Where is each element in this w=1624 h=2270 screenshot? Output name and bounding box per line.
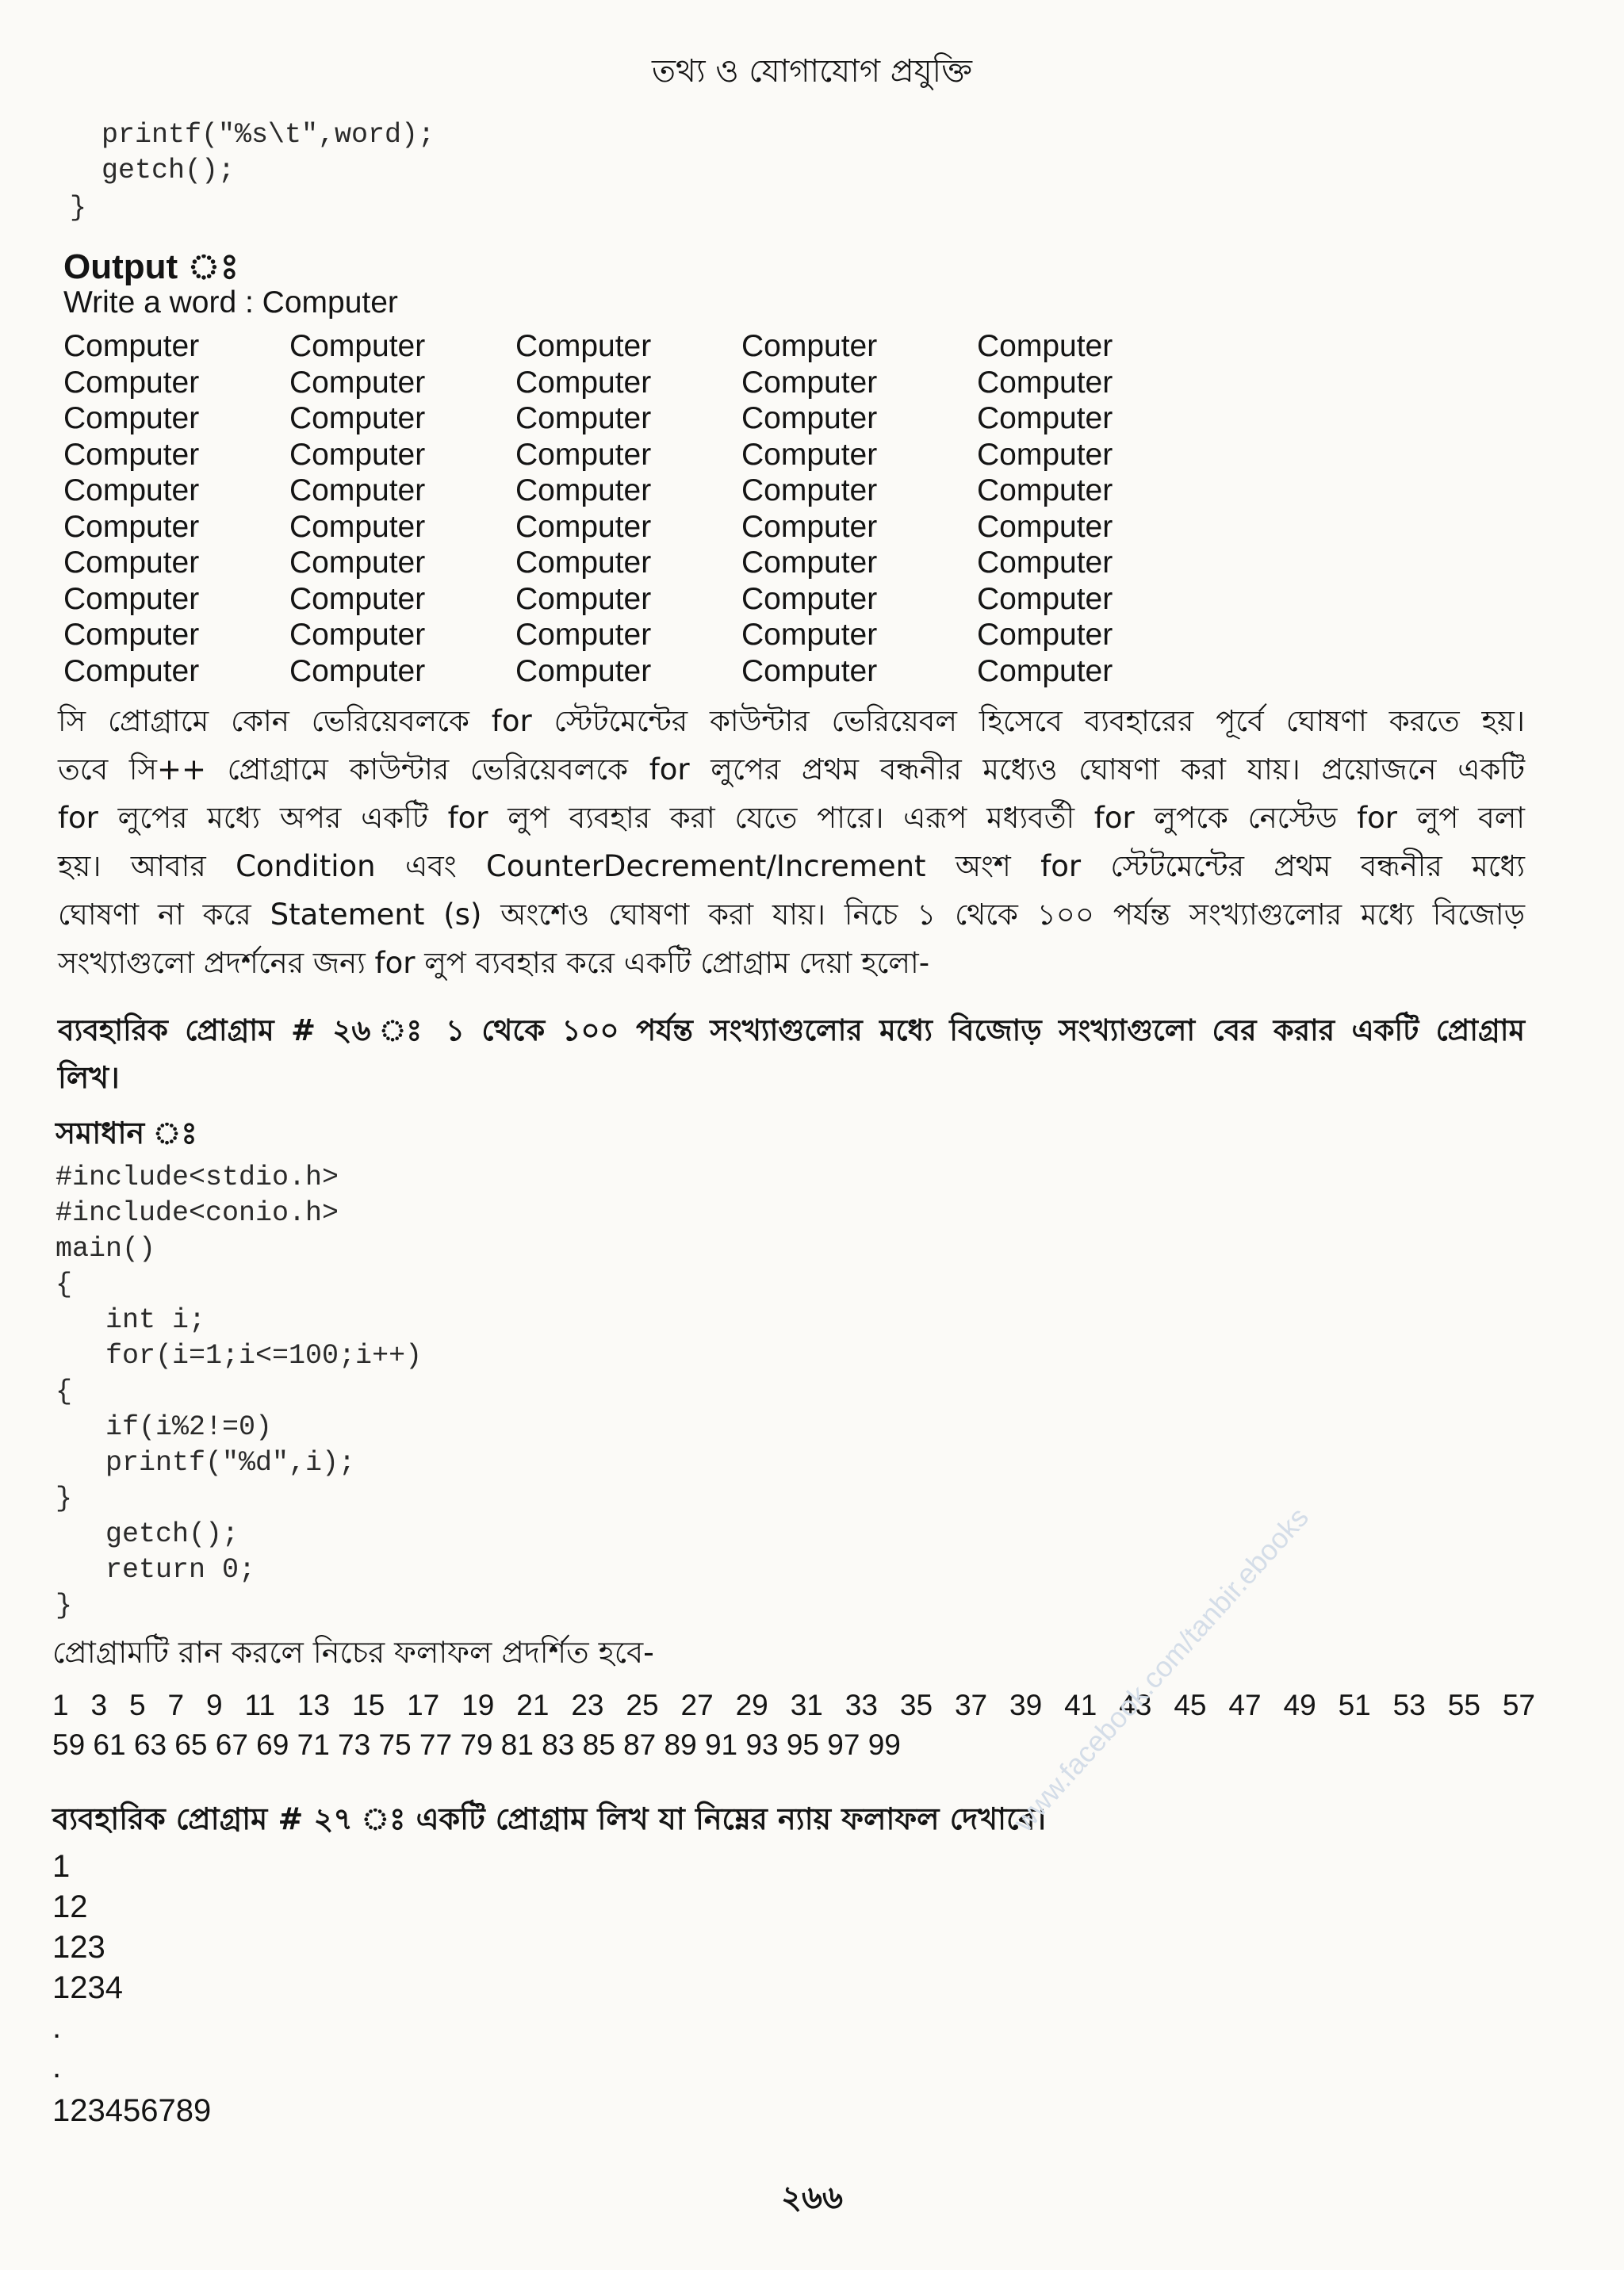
paragraph-line: হয়। আবার Condition এবং CounterDecrement/Increment অংশ for স্টেটমেন্টের প্রথম বন্ধনীর মধ্যে xyxy=(58,849,1525,883)
pattern-line: 1234 xyxy=(52,1970,123,2005)
output-cell: Computer xyxy=(977,618,1113,652)
output-cell: Computer xyxy=(63,545,200,580)
code-line: } xyxy=(56,1483,73,1514)
output-cell: Computer xyxy=(977,509,1113,544)
solution-label: সমাধান ঃ xyxy=(56,1116,197,1150)
output-cell: Computer xyxy=(289,581,426,616)
output-cell: Computer xyxy=(63,473,200,507)
code-line: main() xyxy=(56,1233,156,1265)
code-line: #include<stdio.h> xyxy=(56,1162,339,1193)
output-cell: Computer xyxy=(289,329,426,363)
output-cell: Computer xyxy=(63,581,200,616)
output-cell: Computer xyxy=(289,437,426,472)
pattern-dot: . xyxy=(52,2050,62,2084)
output-cell: Computer xyxy=(977,437,1113,472)
output-cell: Computer xyxy=(977,581,1113,616)
result-numbers-line: 1 3 5 7 9 11 13 15 17 19 21 23 25 27 29 31 33 35 37 39 41 43 45 47 49 51 53 55 57 xyxy=(52,1689,1535,1721)
pattern-line: 123456789 xyxy=(52,2093,212,2128)
output-cell: Computer xyxy=(515,401,652,435)
code-line: getch(); xyxy=(102,155,236,186)
output-cell: Computer xyxy=(515,437,652,472)
pattern-line: 1 xyxy=(52,1849,71,1884)
output-cell: Computer xyxy=(977,473,1113,507)
output-cell: Computer xyxy=(741,473,878,507)
code-line: return 0; xyxy=(56,1554,256,1586)
paragraph-line: for লুপের মধ্যে অপর একটি for লুপ ব্যবহার করা যেতে পারে। এরূপ মধ্যবর্তী for লুপকে নেস্টেড for লুপ বলা xyxy=(58,801,1525,835)
paragraph-line: সি প্রোগ্রামে কোন ভেরিয়েবলকে for স্টেটমেন্টের কাউন্টার ভেরিয়েবল হিসেবে ব্যবহারের পূর্বে ঘোষণা করতে হয়। xyxy=(58,704,1525,738)
output-cell: Computer xyxy=(63,509,200,544)
output-cell: Computer xyxy=(515,365,652,400)
output-cell: Computer xyxy=(515,653,652,688)
code-line: int i; xyxy=(56,1304,206,1336)
pattern-line: 12 xyxy=(52,1889,88,1924)
program-27-title: ব্যবহারিক প্রোগ্রাম # ২৭ ঃ একটি প্রোগ্রাম লিখ যা নিম্নের ন্যায় ফলাফল দেখাবে। xyxy=(52,1801,1047,1836)
code-line: for(i=1;i<=100;i++) xyxy=(56,1340,423,1372)
output-cell: Computer xyxy=(289,473,426,507)
output-cell: Computer xyxy=(741,545,878,580)
code-line: { xyxy=(56,1376,73,1407)
output-cell: Computer xyxy=(63,401,200,435)
output-cell: Computer xyxy=(977,365,1113,400)
code-line: printf("%d",i); xyxy=(56,1447,356,1479)
paragraph-line: সংখ্যাগুলো প্রদর্শনের জন্য for লুপ ব্যবহার করে একটি প্রোগ্রাম দেয়া হলো- xyxy=(58,946,930,980)
output-cell: Computer xyxy=(741,581,878,616)
output-cell: Computer xyxy=(515,509,652,544)
output-cell: Computer xyxy=(289,365,426,400)
output-cell: Computer xyxy=(515,545,652,580)
output-cell: Computer xyxy=(741,329,878,363)
output-cell: Computer xyxy=(63,365,200,400)
result-label: প্রোগ্রামটি রান করলে নিচের ফলাফল প্রদর্শিত হবে- xyxy=(52,1635,654,1670)
output-prompt: Write a word : Computer xyxy=(63,285,398,320)
output-cell: Computer xyxy=(63,329,200,363)
output-cell: Computer xyxy=(289,545,426,580)
output-cell: Computer xyxy=(977,545,1113,580)
output-cell: Computer xyxy=(289,401,426,435)
output-cell: Computer xyxy=(977,653,1113,688)
output-cell: Computer xyxy=(741,509,878,544)
output-cell: Computer xyxy=(289,509,426,544)
pattern-dot: . xyxy=(52,2010,62,2045)
pattern-line: 123 xyxy=(52,1930,105,1965)
paragraph-line: ঘোষণা না করে Statement (s) অংশেও ঘোষণা করা যায়। নিচে ১ থেকে ১০০ পর্যন্ত সংখ্যাগুলোর মধ্যে বিজোড় xyxy=(58,898,1525,932)
output-cell: Computer xyxy=(515,329,652,363)
output-cell: Computer xyxy=(515,473,652,507)
code-line: printf("%s\t",word); xyxy=(102,119,435,151)
output-cell: Computer xyxy=(63,437,200,472)
output-cell: Computer xyxy=(741,653,878,688)
output-cell: Computer xyxy=(63,653,200,688)
watermark: www.facebook.com/tanbir.ebooks xyxy=(1007,1500,1315,1838)
code-line: #include<conio.h> xyxy=(56,1197,339,1229)
code-line: { xyxy=(56,1269,73,1300)
output-cell: Computer xyxy=(515,581,652,616)
output-heading: Output ঃ xyxy=(63,247,239,286)
code-line: } xyxy=(56,1590,73,1621)
output-cell: Computer xyxy=(741,618,878,652)
program-26-title: ব্যবহারিক প্রোগ্রাম # ২৬ ঃ ১ থেকে ১০০ পর্যন্ত সংখ্যাগুলোর মধ্যে বিজোড় সংখ্যাগুলো বের করার একটি প্রোগ্রাম xyxy=(58,1013,1525,1047)
output-cell: Computer xyxy=(741,437,878,472)
program-26-title-cont: লিখ। xyxy=(58,1060,120,1095)
paragraph-line: তবে সি++ প্রোগ্রামে কাউন্টার ভেরিয়েবলকে for লুপের প্রথম বন্ধনীর মধ্যেও ঘোষণা করা যায়। প্রয়োজনে একটি xyxy=(58,752,1525,787)
page-number: ২৬৬ xyxy=(780,2180,844,2216)
output-cell: Computer xyxy=(515,618,652,652)
output-cell: Computer xyxy=(977,329,1113,363)
code-line: if(i%2!=0) xyxy=(56,1411,273,1443)
output-cell: Computer xyxy=(289,653,426,688)
output-cell: Computer xyxy=(977,401,1113,435)
code-line: getch(); xyxy=(56,1518,239,1550)
output-cell: Computer xyxy=(741,401,878,435)
result-numbers-line: 59 61 63 65 67 69 71 73 75 77 79 81 83 85 87 89 91 93 95 97 99 xyxy=(52,1728,901,1761)
code-line: } xyxy=(70,192,87,224)
page-header: তথ্য ও যোগাযোগ প্রযুক্তি xyxy=(652,53,972,90)
output-cell: Computer xyxy=(63,618,200,652)
output-cell: Computer xyxy=(741,365,878,400)
output-cell: Computer xyxy=(289,618,426,652)
